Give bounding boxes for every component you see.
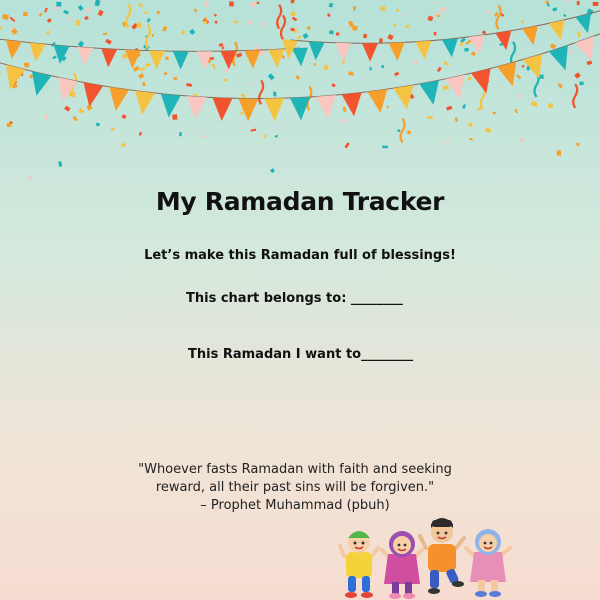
- bunting-flag: [335, 43, 351, 62]
- bunting-flag: [415, 41, 432, 60]
- bunting-flag: [522, 26, 541, 47]
- bunting-flag: [106, 87, 129, 113]
- kid-4: [466, 529, 510, 597]
- bunting-flag: [292, 47, 309, 66]
- bunting-flag: [4, 40, 22, 60]
- bunting-flag: [469, 35, 487, 55]
- bunting-flag: [549, 20, 569, 41]
- bunting-flag: [52, 45, 69, 65]
- bunting-flag: [575, 36, 600, 64]
- bunting-flag: [316, 95, 338, 119]
- jumping-kids-icon: [338, 518, 518, 600]
- bunting-flag: [549, 45, 575, 73]
- bunting-flag: [471, 68, 496, 95]
- bunting-flag: [290, 97, 311, 121]
- kid-3: [420, 518, 464, 594]
- bunting-flag: [100, 49, 117, 68]
- confetti-piece: [58, 161, 62, 167]
- bunting-flag: [220, 51, 236, 70]
- quote-line-2: reward, all their past sins will be forgiven.": [155, 480, 435, 495]
- bunting-flag: [132, 91, 155, 116]
- bunting-icon: [0, 0, 600, 160]
- bunting-flag: [244, 50, 261, 69]
- confetti-piece: [270, 168, 275, 173]
- bunting-flag: [442, 38, 460, 58]
- hadith-quote: [0, 461, 590, 515]
- kid-1: [340, 531, 378, 598]
- quote-line-1: "Whoever fasts Ramadan with faith and seeking: [138, 462, 452, 477]
- page-subtitle: Let’s make this Ramadan full of blessings!: [144, 248, 456, 263]
- bunting-flag: [368, 89, 391, 114]
- bunting-flag: [445, 75, 469, 102]
- bunting-flag: [173, 51, 189, 70]
- bunting-flag: [362, 43, 378, 61]
- bunting-flag: [308, 41, 325, 60]
- bunting-flag: [576, 13, 596, 35]
- bunting-flag: [389, 42, 406, 61]
- bunting-flag: [264, 98, 284, 121]
- bunting-flag: [0, 65, 25, 92]
- belongs-to-field: This chart belongs to: ________: [186, 291, 403, 306]
- bunting-flag: [27, 71, 52, 98]
- bunting-flag: [212, 98, 233, 122]
- bunting-flag: [238, 98, 258, 121]
- bunting-flag: [268, 49, 285, 68]
- page-title: My Ramadan Tracker: [155, 187, 445, 216]
- bunting-flag: [28, 43, 46, 63]
- ramadan-goal-field: This Ramadan I want to________: [188, 347, 414, 362]
- bunting-flag: [342, 92, 364, 117]
- bunting-flag: [419, 80, 443, 106]
- bunting-flag: [76, 47, 93, 66]
- bunting-flag: [79, 82, 103, 108]
- kid-2: [382, 531, 422, 599]
- bunting-flag: [148, 51, 164, 70]
- bunting-flag: [197, 51, 213, 69]
- bunting-flag: [393, 85, 416, 111]
- bunting-flag: [159, 94, 181, 119]
- bunting-flag: [495, 31, 514, 52]
- bunting-flag: [124, 50, 141, 69]
- quote-attribution: – Prophet Muhammad (pbuh): [200, 498, 390, 513]
- bunting-flag: [185, 96, 206, 120]
- confetti-piece: [28, 175, 32, 179]
- bunting-flag: [53, 77, 77, 104]
